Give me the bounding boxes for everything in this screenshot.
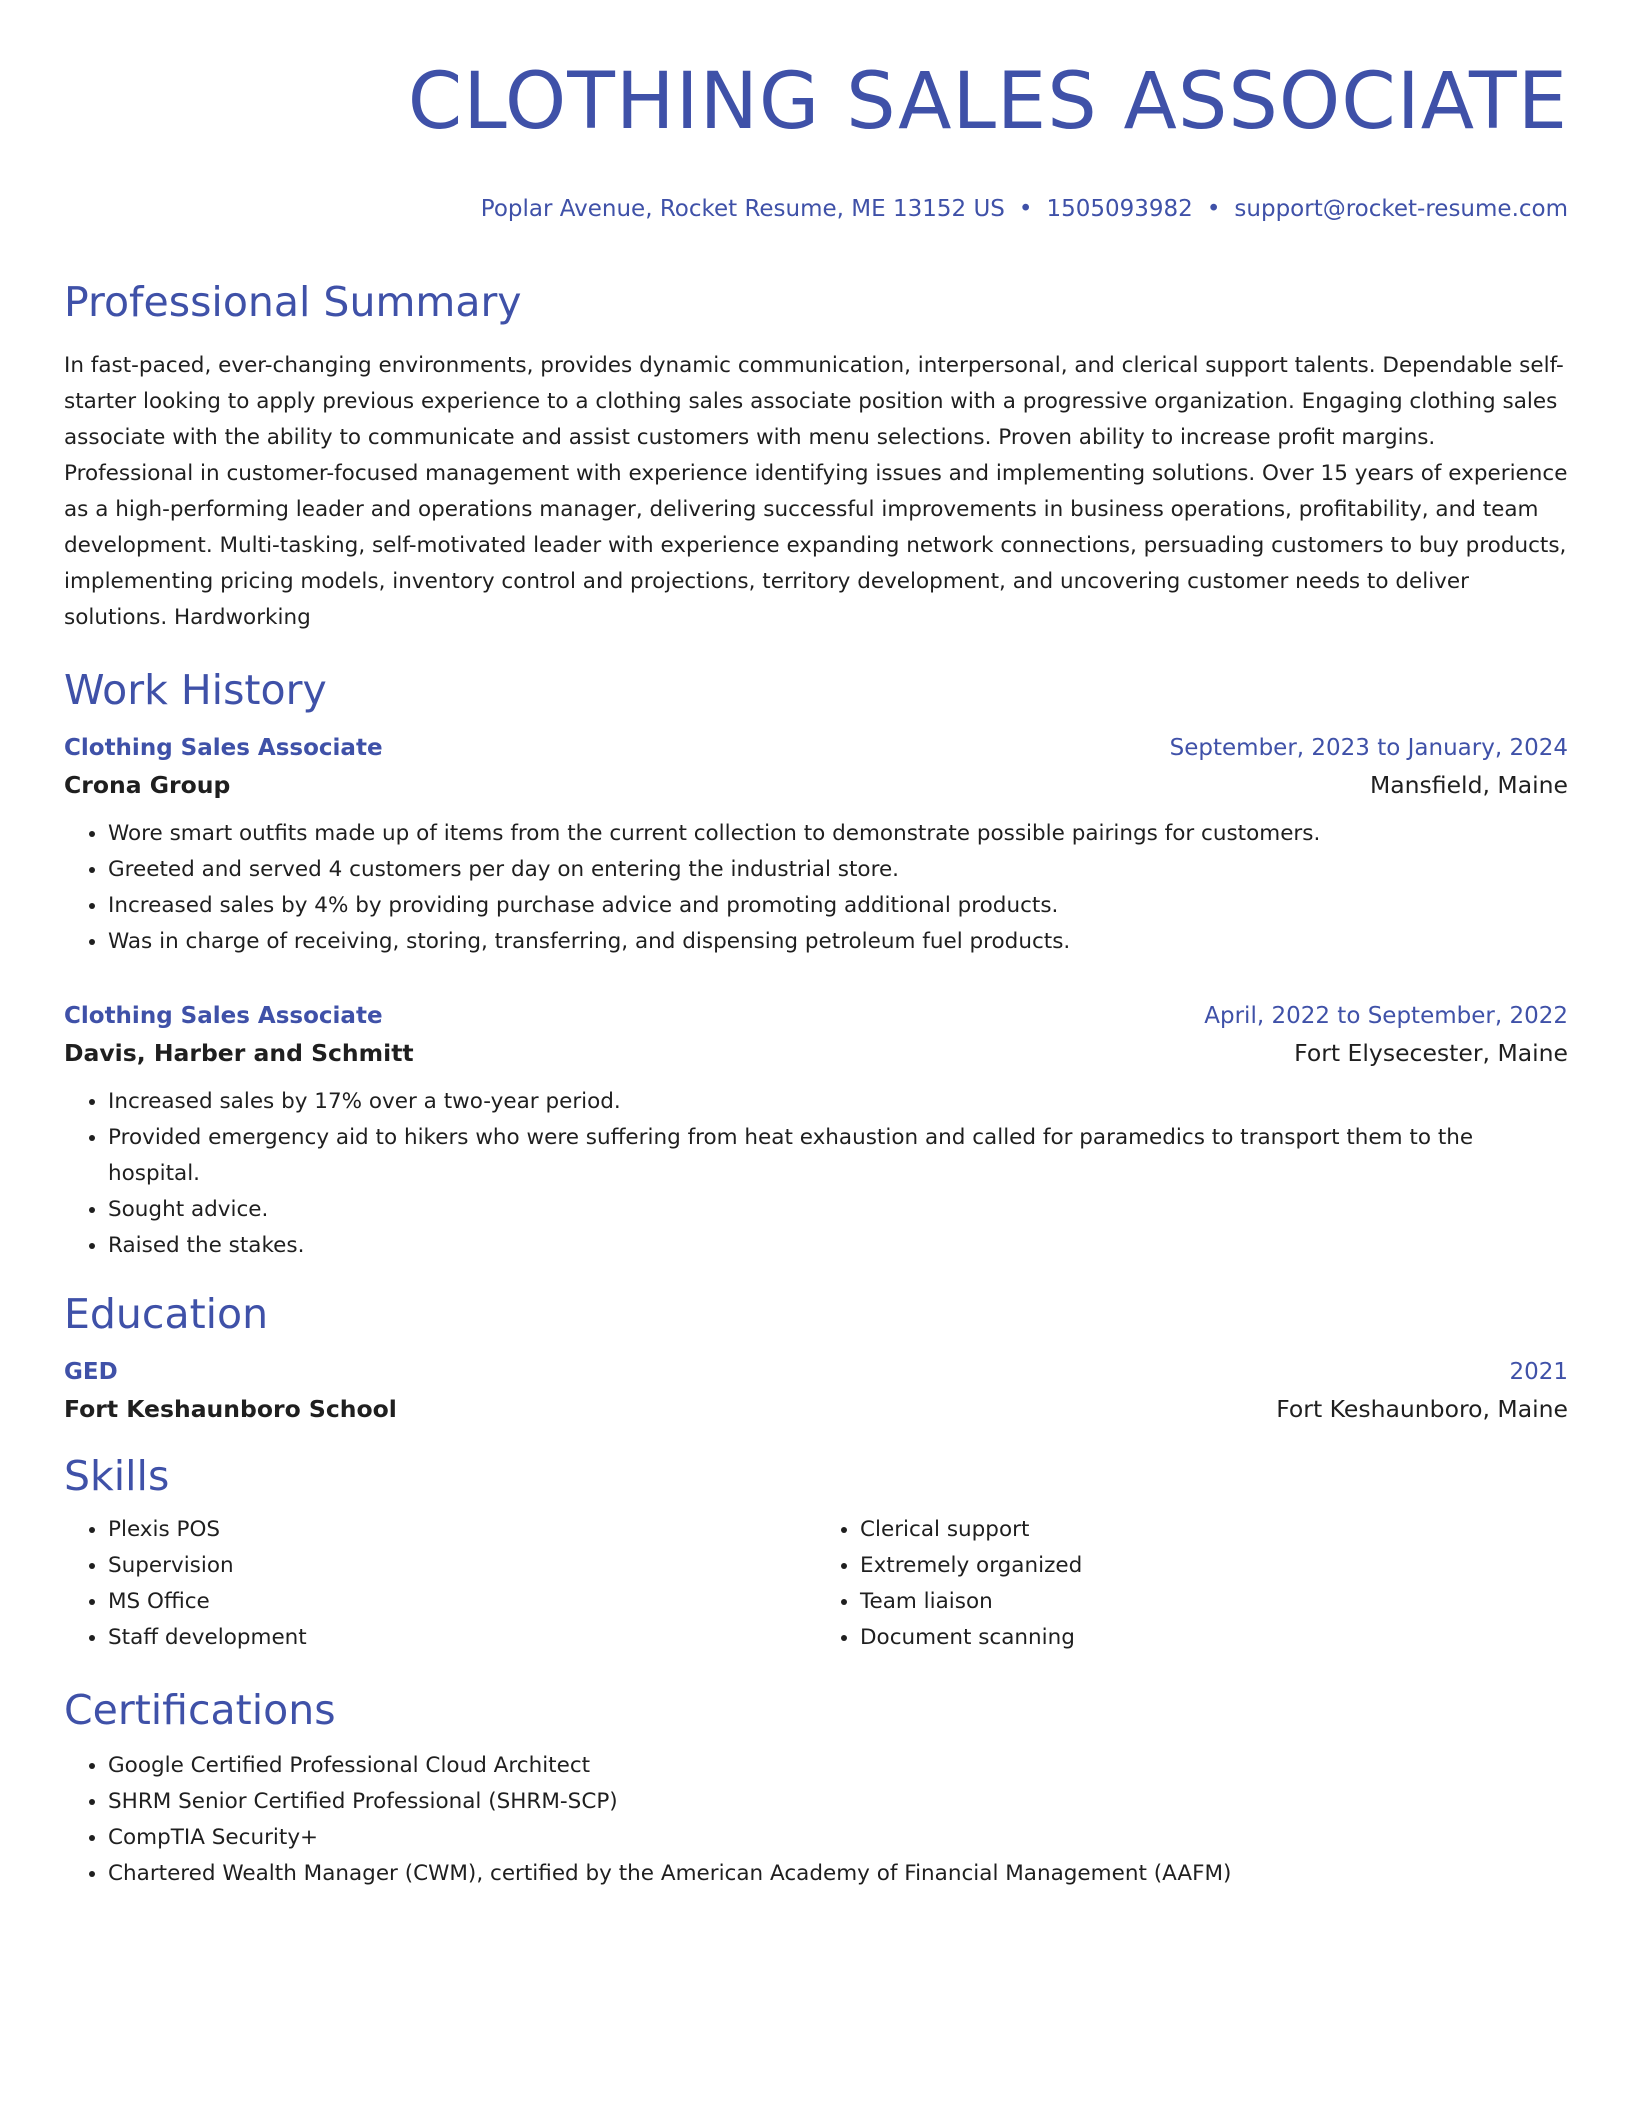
education-location: Fort Keshaunboro, Maine <box>1276 1395 1568 1423</box>
skill-item: • Staff development <box>108 1620 816 1656</box>
skill-item: • Supervision <box>108 1548 816 1584</box>
job-company-row <box>64 1034 1568 1072</box>
skills-columns <box>64 1512 1568 1656</box>
job-dates: April, 2022 to September, 2022 <box>1204 1003 1568 1029</box>
certifications-list <box>64 1748 1568 1892</box>
contact-separator: • <box>1018 196 1033 222</box>
education-school: Fort Keshaunboro School <box>64 1395 397 1423</box>
job-header-row <box>64 998 1568 1034</box>
job-location: Mansfield, Maine <box>1369 771 1568 799</box>
contact-separator: • <box>1206 196 1221 222</box>
job-location: Fort Elysecester, Maine <box>1294 1039 1568 1067</box>
contact-line <box>64 194 1568 224</box>
skill-item: • Plexis POS <box>108 1512 816 1548</box>
job-bullet: • Provided emergency aid to hikers who were suffering from heat exhaustion and called for paramedics to transport them to the hospital. <box>108 1120 1568 1192</box>
job-bullet: • Was in charge of receiving, storing, transferring, and dispensing petroleum fuel products. <box>108 924 1568 960</box>
skill-item: • Document scanning <box>860 1620 1568 1656</box>
education-school-row <box>64 1390 1568 1428</box>
certification-item: • Chartered Wealth Manager (CWM), certified by the American Academy of Financial Management (AAFM) <box>108 1856 1568 1892</box>
summary-text: In fast-paced, ever-changing environments, provides dynamic communication, interpersonal, and clerical support talents. Dependable self-starter looking to apply previous experience to a clothing sales associate position with a progressive organization. Engaging clothing sales associate with the ability to communicate and assist customers with menu selections. Proven ability to increase profit margins. Professional in customer-focused management with experience identifying issues and implementing solutions. Over 15 years of experience as a high-performing leader and operations manager, delivering successful improvements in business operations, profitability, and team development. Multi-tasking, self-motivated leader with experience expanding network connections, persuading customers to buy products, implementing pricing models, inventory control and projections, territory development, and uncovering customer needs to deliver solutions. Hardworking <box>64 353 1568 630</box>
job-bullet: • Raised the stakes. <box>108 1228 1568 1264</box>
skills-list-left <box>64 1512 816 1656</box>
job-dates: September, 2023 to January, 2024 <box>1169 735 1568 761</box>
education-degree: GED <box>64 1359 118 1385</box>
job-entry <box>64 730 1568 960</box>
job-bullet: • Wore smart outfits made up of items from the current collection to demonstrate possible pairings for customers. <box>108 816 1568 852</box>
skill-item: • Clerical support <box>860 1512 1568 1548</box>
job-company-row <box>64 766 1568 804</box>
job-title: Clothing Sales Associate <box>64 735 383 761</box>
contact-phone: 1505093982 <box>1046 196 1193 222</box>
work-history-heading: Work History <box>64 666 327 714</box>
skills-list-right <box>816 1512 1568 1656</box>
certification-item: • CompTIA Security+ <box>108 1820 1568 1856</box>
job-bullets <box>64 1084 1568 1264</box>
job-bullet: • Greeted and served 4 customers per day on entering the industrial store. <box>108 852 1568 888</box>
certifications-heading: Certifications <box>64 1686 336 1734</box>
job-company: Crona Group <box>64 771 231 799</box>
job-entry <box>64 998 1568 1264</box>
skill-item: • Extremely organized <box>860 1548 1568 1584</box>
job-bullet: • Increased sales by 4% by providing purchase advice and promoting additional products. <box>108 888 1568 924</box>
certification-item: • SHRM Senior Certified Professional (SHRM-SCP) <box>108 1784 1568 1820</box>
summary-heading: Professional Summary <box>64 278 522 326</box>
education-heading: Education <box>64 1290 269 1338</box>
education-header-row <box>64 1354 1568 1390</box>
education-entry <box>64 1354 1568 1428</box>
skill-item: • Team liaison <box>860 1584 1568 1620</box>
job-title: Clothing Sales Associate <box>64 1003 383 1029</box>
job-header-row <box>64 730 1568 766</box>
certification-item: • Google Certified Professional Cloud Architect <box>108 1748 1568 1784</box>
contact-address: Poplar Avenue, Rocket Resume, ME 13152 US <box>480 196 1005 222</box>
resume-title: CLOTHING SALES ASSOCIATE <box>407 57 1568 147</box>
contact-email: support@rocket-resume.com <box>1234 196 1568 222</box>
education-year: 2021 <box>1509 1359 1568 1385</box>
job-bullet: • Increased sales by 17% over a two-year period. <box>108 1084 1568 1120</box>
job-bullets <box>64 816 1568 960</box>
skill-item: • MS Office <box>108 1584 816 1620</box>
skills-heading: Skills <box>64 1452 170 1500</box>
job-company: Davis, Harber and Schmitt <box>64 1039 414 1067</box>
job-bullet: • Sought advice. <box>108 1192 1568 1228</box>
